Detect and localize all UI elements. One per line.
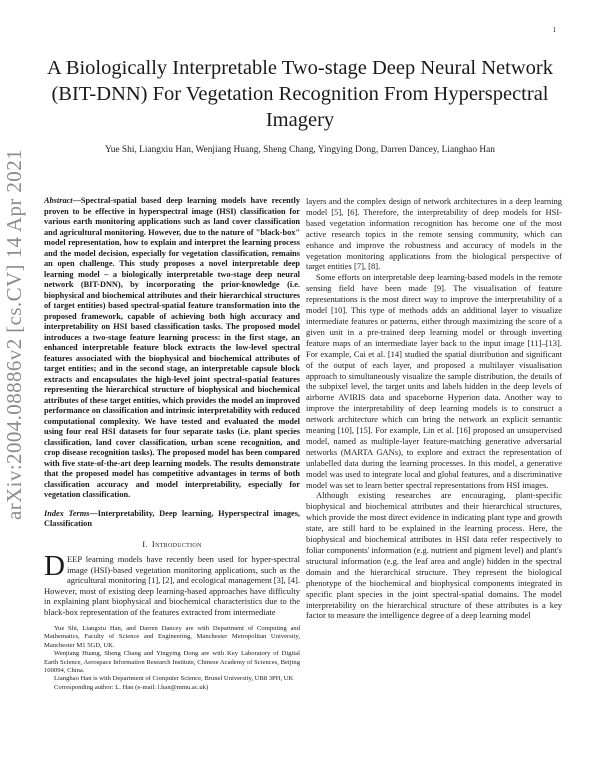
drop-cap: D	[44, 550, 65, 582]
abstract-label: Abstract	[44, 196, 73, 205]
left-column	[44, 196, 300, 692]
footnote: Yue Shi, Liangxiu Han, and Darren Dancey are with Department of Computing and Mathematics, Faculty of Science and Engineering, Manchester Metropolitan University, Manchester M1 5GD, UK.	[44, 625, 300, 649]
right-column	[306, 196, 562, 621]
index-terms	[44, 509, 300, 530]
abstract-text: —Spectral-spatial based deep learning models have recently proven to be effective in hyperspectral image (HSI) classification for various earth monitoring applications such as land cover classification and agricultural monitoring. However, due to the nature of "black-box" model representation, how to explain and interpret the learning process and the model decision, especially for vegetation classification, remains an open challenge. This study proposes a novel interpretable deep learning model – a biologically interpretable two-stage deep neural network (BIT-DNN), by incorporating the prior-knowledge (i.e. biophysical and biochemical attributes and their hierarchical structures of target entities) based spectral-spatial feature transformation into the proposed framework, capable of achieving both high accuracy and interpretability on HSI based classification tasks. The proposed model introduces a two-stage feature learning process: in the first stage, an enhanced interpretable feature block extracts the low-level spectral features associated with the biophysical and biochemical attributes of target entities; and in the second stage, an interpretable capsule block extracts and encapsulates the high-level joint spectral-spatial features representing the hierarchical structure of biophysical and biochemical attributes of these target entities, which provides the model an improved performance on classification and intrinsic interpretability with reduced computational complexity. We have tested and evaluated the model using four real HSI datasets for four separate tasks (i.e. plant species classification, land cover classification, urban scene recognition, and crop disease recognition tasks). The proposed model has been compared with five state-of-the-art deep learning models. The results demonstrate that the proposed model has competitive advantages in terms of both classification accuracy and model interpretability, especially for vegetation classification.	[44, 196, 300, 499]
footnote: Wenjiang Huang, Sheng Chang and Yingying Dong are with Key Laboratory of Digital Earth Science, Aerospace Information Research Institute, Chinese Academy of Sciences, Beijing 100094, China.	[44, 650, 300, 675]
intro-text: learning models have recently been used for hyper-spectral image (HSI)-based vegetation monitoring applications, such as the agricultural monitoring [1], [2], and ecological management [3], [4]. However, most of existing deep learning-based approaches have difficulty in explaining plant biophysical and biochemical characteristics due to the black-box representation of the features extracted from intermediate	[44, 554, 300, 617]
footnote: Lianghao Han is with Department of Computer Science, Brunel University, UB8 3PH, UK	[54, 675, 294, 683]
paper-title: A Biologically Interpretable Two-stage Deep Neural Network (BIT-DNN) For Vegetation Recognition From Hyperspectral Imagery	[47, 57, 553, 131]
body-paragraph: Although existing researches are encouraging, plant-specific biophysical and biochemical attributes and their hierarchical structures, which provide the most direct evidence in indicating plant type and growth state, are still hard to be explained in the learning process. Here, the biophysical and biochemical attributes in HSI data refer respectively to foliar components' information (e.g. nutrient and pigment level) and plant's structural information (e.g. the leaf area and angle) hidden in the spectral domain and the hierarchical structure. They represent the biological phenotype of the biochemical and biophysical components integrated in specific plant species in the joint spectral-spatial domains. The model interpretability on the hierarchical structure of these attributes is a key factor to measure the intelligence degree of a deep learning model	[306, 490, 562, 621]
footnote: Corresponding author: L. Han (e-mail: l.han@mmu.ac.uk)	[54, 683, 209, 691]
body-paragraph: layers and the complex design of network architectures in a deep learning model [5], [6]. Therefore, the interpretability of deep models for HSI-based vegetation information recognition has become one of the most active research topics in the remote sensing community, which can enhance and improve the robustness and accuracy of models in the vegetation monitoring applications from the biological perspective of target entities [7], [8].	[306, 196, 562, 272]
intro-first-word: EEP	[66, 554, 82, 564]
affiliation-footnotes	[44, 625, 300, 692]
section-number: I.	[142, 538, 148, 549]
section-heading-introduction	[44, 539, 300, 550]
intro-paragraph	[44, 550, 300, 617]
page-number: 1	[552, 26, 556, 34]
author-list: Yue Shi, Liangxiu Han, Wenjiang Huang, Sheng Chang, Yingying Dong, Darren Dancey, Lianghao Han	[105, 145, 495, 155]
section-title: Introduction	[151, 538, 202, 549]
index-terms-text: —Interpretability, Deep learning, Hyperspectral images, Classification	[44, 508, 300, 528]
body-paragraph: Some efforts on interpretable deep learning-based models in the remote sensing field have been made [9]. The visualisation of feature representations is the most direct way to improve the interpretability of a model [10]. This type of methods adds an additional layer to visualize intermediate features or patterns, either through maximizing the score of a given unit in a pre-trained deep learning model or through inverting feature maps of an intermediate layer back to the input image [11]–[13]. For example, Cai et al. [14] studied the spatial distribution and significant of the output of each layer, and proposed a multilayer visualisation approach to simultaneously visualize the sample distribution, the details of the subpixel level, the target units and labels hidden in the deep levels of airborne AVIRIS data and spaceborne Hyperion data. Another way to improve the interpretability of deep learning models is to construct a network architecture which can bring the network an explicit semantic meaning [10], [15]. For example, Lin et al. [16] proposed an unsupervised model, named as multiple-layer feature-matching generative adversarial networks (MARTA GANs), to explore and extract the representation of unlabelled data during the learning processes. In this model, a generative model was used to integrate local and global features, and a discriminative model was set to learn better spectral representations from HSI images.	[306, 272, 562, 490]
arxiv-identifier-stamp: arXiv:2004.08886v2 [cs.CV] 14 Apr 2021	[2, 148, 26, 520]
index-terms-label: Index Terms	[44, 508, 90, 518]
abstract	[44, 196, 300, 501]
